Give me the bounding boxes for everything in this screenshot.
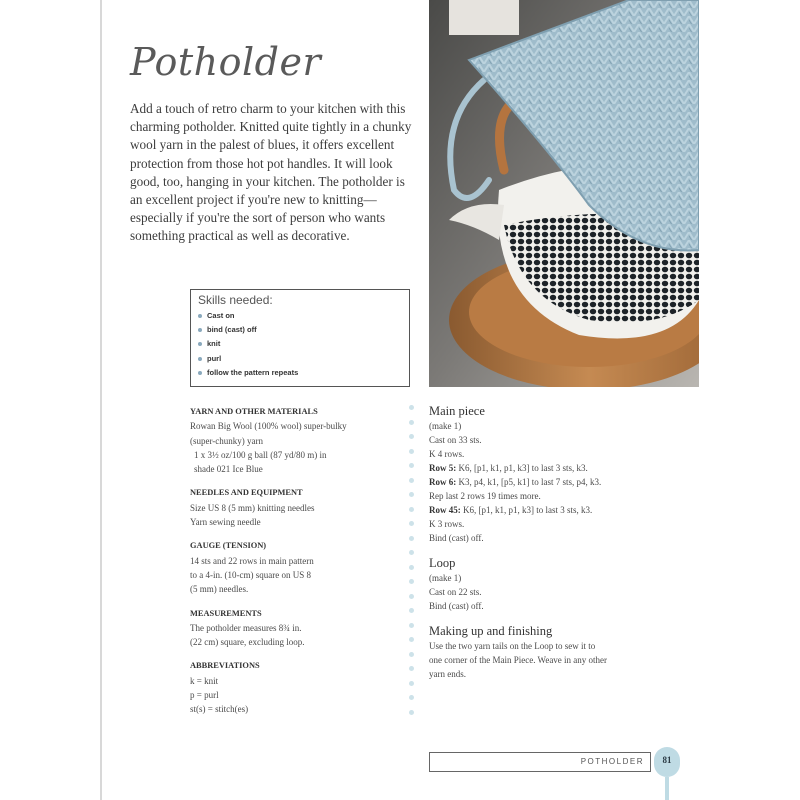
bullet-icon — [198, 342, 202, 346]
instruction-line — [429, 531, 669, 545]
divider-dot — [409, 666, 414, 671]
instruction-text: one corner of the Main Piece. Weave in any other — [429, 655, 608, 665]
section-line: 1 x 3½ oz/100 g ball (87 yd/80 m) in — [194, 449, 327, 460]
row-label: Row 45: — [429, 505, 461, 515]
bullet-icon — [198, 357, 202, 361]
instruction-text: Bind (cast) off. — [429, 601, 484, 611]
page-spine — [100, 0, 102, 800]
section-line: to a 4-in. (10-cm) square on US 8 — [190, 569, 311, 580]
section-line: (22 cm) square, excluding loop. — [190, 637, 305, 648]
intro-paragraph: Add a touch of retro charm to your kitchen with this charming potholder. Knitted quite tightly in a chunky wool yarn in the palest of blues, it offers excellent protection from those hot pot handles. It will look good, too, hanging in your kitchen. The potholder is an excellent project if you're new to knitting—especially if you're the sort of person who wants something practical as well as decorative. — [130, 101, 412, 244]
instruction-text: Rep last 2 rows 19 times more. — [429, 491, 541, 501]
row-label: Row 6: — [429, 477, 457, 487]
section-line: p = purl — [190, 690, 219, 701]
divider-dot — [409, 449, 414, 454]
divider-dot — [409, 434, 414, 439]
instruction-text: yarn ends. — [429, 669, 466, 679]
section-line: The potholder measures 8¾ in. — [190, 622, 302, 633]
divider-dot — [409, 710, 414, 715]
loop-section — [429, 555, 669, 613]
instruction-line — [429, 517, 669, 531]
instruction-text: Bind (cast) off. — [429, 533, 484, 543]
skill-item — [198, 366, 402, 380]
running-footer — [429, 752, 651, 772]
row-label: Row 5: — [429, 463, 457, 473]
photo-illustration — [429, 0, 699, 387]
divider-dot — [409, 565, 414, 570]
section-heading: Main piece — [429, 404, 485, 418]
skill-item — [198, 352, 402, 366]
section-line: k = knit — [190, 675, 219, 686]
finishing-section — [429, 623, 669, 681]
section-line: (super-chunky) yarn — [190, 435, 264, 446]
section-heading: Loop — [429, 556, 456, 570]
skills-title: Skills needed: — [198, 293, 273, 307]
divider-dot — [409, 420, 414, 425]
section-line: (5 mm) needles. — [190, 584, 249, 595]
instruction-text: K 4 rows. — [429, 449, 465, 459]
divider-dot — [409, 623, 414, 628]
skill-item — [198, 337, 402, 351]
instruction-line — [429, 419, 669, 433]
section-line: shade 021 Ice Blue — [194, 464, 263, 475]
instruction-line — [429, 639, 669, 653]
abbreviations-section — [190, 659, 400, 716]
instruction-text: Use the two yarn tails on the Loop to sew it to — [429, 641, 596, 651]
instruction-line — [429, 585, 669, 599]
skill-item — [198, 309, 402, 323]
measurements-section — [190, 607, 400, 650]
instruction-text: Cast on 33 sts. — [429, 435, 482, 445]
instruction-line — [429, 667, 669, 681]
footer-label: POTHOLDER — [580, 757, 644, 766]
section-heading: ABBREVIATIONS — [190, 661, 260, 671]
materials-column — [190, 405, 400, 727]
main-piece-section — [429, 403, 669, 545]
instruction-line — [429, 433, 669, 447]
instruction-text: K 3 rows. — [429, 519, 465, 529]
section-heading: MEASUREMENTS — [190, 608, 262, 618]
skill-label: follow the pattern repeats — [207, 367, 299, 377]
page-tab-stem — [665, 777, 669, 800]
skill-label: knit — [207, 339, 221, 349]
skill-label: bind (cast) off — [207, 325, 257, 335]
divider-dot — [409, 652, 414, 657]
divider-dot — [409, 637, 414, 642]
divider-dot — [409, 594, 414, 599]
section-line: st(s) = stitch(es) — [190, 704, 249, 715]
section-line: Yarn sewing needle — [190, 517, 261, 528]
section-heading: GAUGE (TENSION) — [190, 541, 267, 551]
skills-list — [198, 309, 402, 380]
page-title: Potholder — [130, 40, 322, 84]
instruction-line — [429, 475, 669, 489]
divider-dot — [409, 478, 414, 483]
section-line: 14 sts and 22 rows in main pattern — [190, 555, 314, 566]
instruction-line — [429, 503, 669, 517]
divider-dot — [409, 608, 414, 613]
bullet-icon — [198, 314, 202, 318]
instruction-line — [429, 571, 669, 585]
page-number-tab — [654, 747, 680, 777]
instruction-line — [429, 461, 669, 475]
skill-label: Cast on — [207, 311, 235, 320]
potholder-photo — [429, 0, 699, 387]
instruction-text: K6, [p1, k1, p1, k3] to last 3 sts, k3. — [456, 463, 588, 473]
instruction-text: K3, p4, k1, [p5, k1] to last 7 sts, p4, k3. — [456, 477, 602, 487]
instruction-text: (make 1) — [429, 573, 462, 583]
yarn-section — [190, 405, 400, 476]
divider-dot — [409, 536, 414, 541]
divider-dot — [409, 579, 414, 584]
divider-dot — [409, 405, 414, 410]
section-heading: YARN AND OTHER MATERIALS — [190, 407, 318, 416]
section-heading: Making up and finishing — [429, 624, 553, 638]
instruction-line — [429, 599, 669, 613]
divider-dot — [409, 521, 414, 526]
instruction-text: K6, [p1, k1, p1, k3] to last 3 sts, k3. — [460, 505, 593, 515]
instruction-line — [429, 653, 669, 667]
instruction-line — [429, 447, 669, 461]
needles-section — [190, 486, 400, 529]
divider-dot — [409, 550, 414, 555]
section-heading: NEEDLES AND EQUIPMENT — [190, 488, 303, 498]
instruction-line — [429, 489, 669, 503]
divider-dot — [409, 681, 414, 686]
page-number: 81 — [662, 755, 672, 765]
divider-dot — [409, 695, 414, 700]
bullet-icon — [198, 371, 202, 375]
skill-label: purl — [207, 353, 222, 363]
dotted-divider — [409, 405, 415, 725]
divider-dot — [409, 463, 414, 468]
bullet-icon — [198, 328, 202, 332]
instructions-column — [429, 403, 669, 691]
divider-dot — [409, 492, 414, 497]
section-line: Rowan Big Wool (100% wool) super-bulky — [190, 421, 347, 432]
section-line: Size US 8 (5 mm) knitting needles — [190, 502, 315, 513]
instruction-text: Cast on 22 sts. — [429, 587, 482, 597]
gauge-section — [190, 539, 400, 596]
skill-item — [198, 323, 402, 337]
instruction-text: (make 1) — [429, 421, 462, 431]
divider-dot — [409, 507, 414, 512]
skills-needed-box — [190, 289, 410, 387]
